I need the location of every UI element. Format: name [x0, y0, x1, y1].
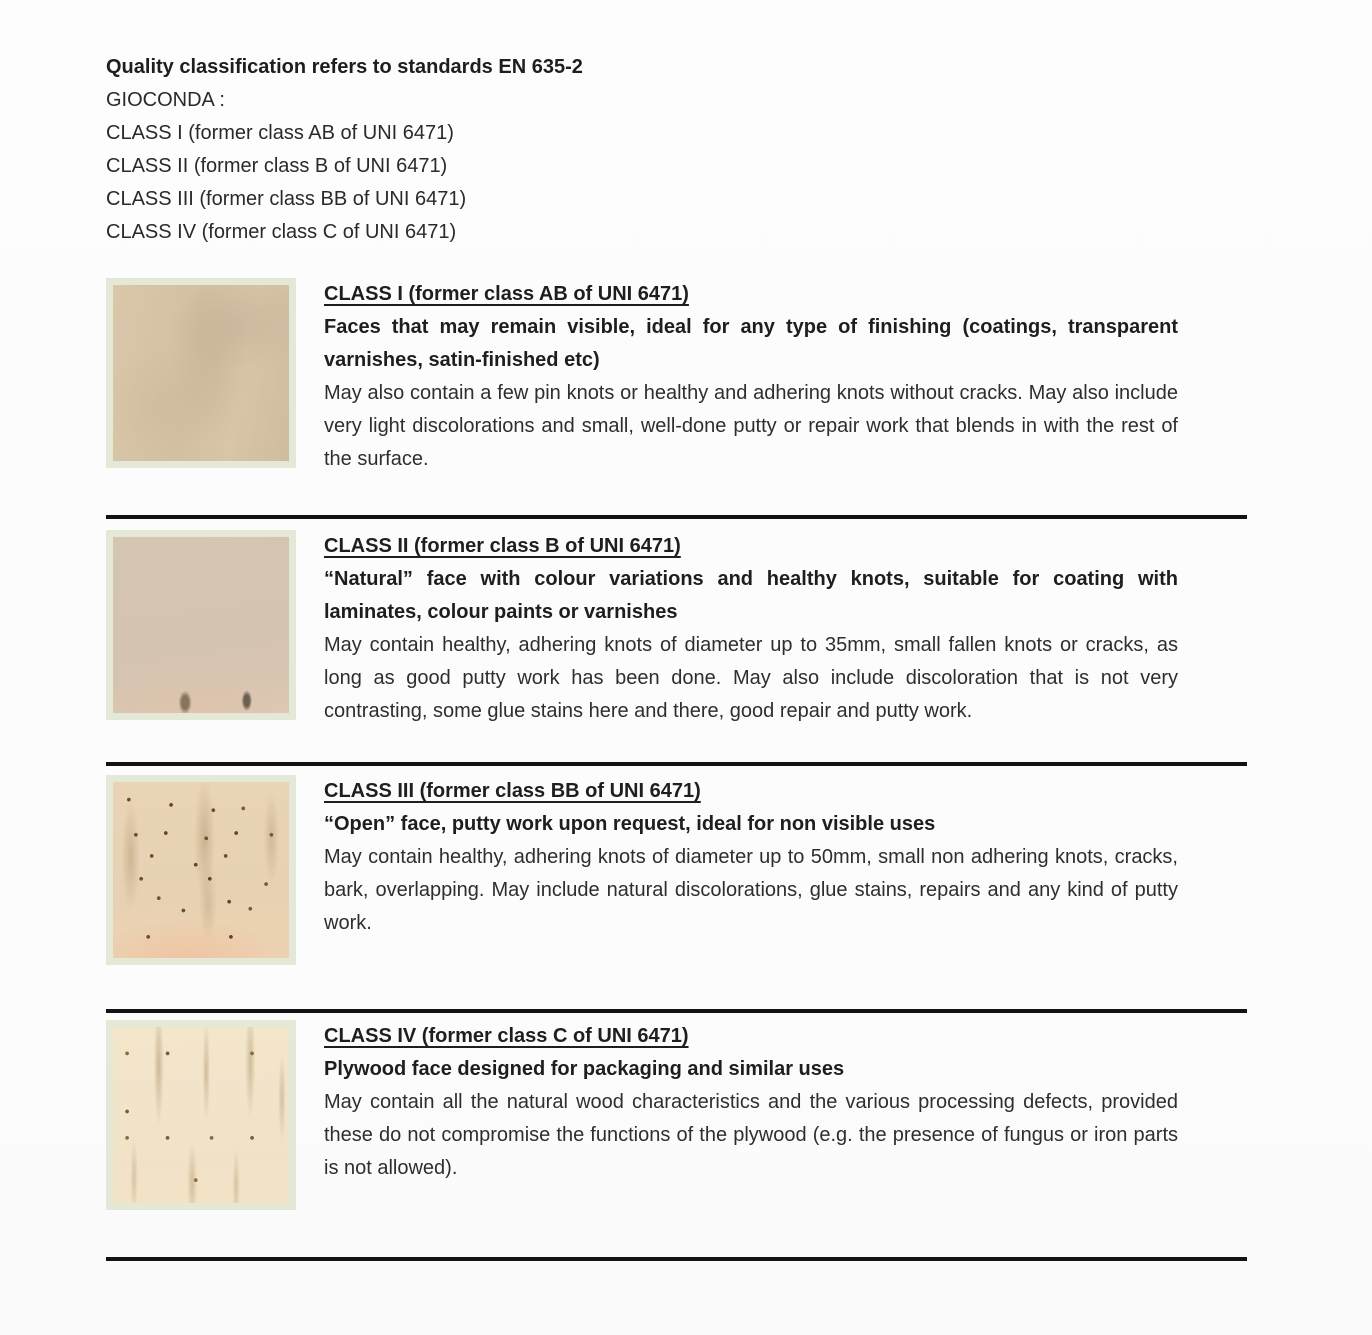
intro-block — [106, 51, 1206, 249]
section-body: May contain healthy, adhering knots of diameter up to 35mm, small fallen knots or cracks, as long as good putty work has been done. May also include discoloration that is not very contrasting, some glue stains here and there, good repair and putty work. — [324, 634, 1178, 722]
wood-sample-class-iii-image — [106, 775, 296, 965]
wood-sample-class-iv-image — [106, 1020, 296, 1210]
class-list-item-2: CLASS II (former class B of UNI 6471) — [106, 155, 448, 177]
section-body: May also contain a few pin knots or healthy and adhering knots without cracks. May also include very light discolorations and small, well-done putty or repair work that blends in with the rest of the surface. — [324, 382, 1178, 470]
class-2-text — [324, 530, 1178, 728]
section-body: May contain all the natural wood characteristics and the various processing defects, provided these do not compromise the functions of the plywood (e.g. the presence of fungus or iron parts is not allowed). — [324, 1091, 1178, 1179]
class-section-1 — [106, 278, 1247, 476]
class-list-item-1: CLASS I (former class AB of UNI 6471) — [106, 122, 454, 144]
intro-title: Quality classification refers to standards EN 635-2 — [106, 56, 583, 78]
section-heading: CLASS II (former class B of UNI 6471) — [324, 535, 681, 557]
class-list-item-4: CLASS IV (former class C of UNI 6471) — [106, 221, 457, 243]
class-list-item-3: CLASS III (former class BB of UNI 6471) — [106, 188, 467, 210]
section-divider — [106, 1257, 1247, 1261]
section-heading: CLASS I (former class AB of UNI 6471) — [324, 283, 689, 305]
section-divider — [106, 762, 1247, 766]
class-1-text — [324, 278, 1178, 476]
section-divider — [106, 1009, 1247, 1013]
section-subtitle: “Open” face, putty work upon request, ideal for non visible uses — [324, 813, 936, 835]
section-heading: CLASS III (former class BB of UNI 6471) — [324, 780, 701, 802]
class-section-4 — [106, 1020, 1247, 1210]
brand-line: GIOCONDA : — [106, 89, 225, 111]
wood-sample-class-i-image — [106, 278, 296, 468]
class-4-text — [324, 1020, 1178, 1210]
section-body: May contain healthy, adhering knots of diameter up to 50mm, small non adhering knots, cracks, bark, overlapping. May include natural discolorations, glue stains, repairs and any kind of putty work. — [324, 846, 1178, 934]
section-subtitle: Plywood face designed for packaging and similar uses — [324, 1058, 845, 1080]
section-subtitle: “Natural” face with colour variations and healthy knots, suitable for coating with laminates, colour paints or varnishes — [324, 568, 1178, 623]
class-section-3 — [106, 775, 1247, 965]
class-3-text — [324, 775, 1178, 965]
section-divider — [106, 515, 1247, 519]
section-heading: CLASS IV (former class C of UNI 6471) — [324, 1025, 689, 1047]
section-subtitle: Faces that may remain visible, ideal for any type of finishing (coatings, transparent varnishes, satin-finished etc) — [324, 316, 1178, 371]
class-section-2 — [106, 530, 1247, 728]
wood-sample-class-ii-image — [106, 530, 296, 720]
